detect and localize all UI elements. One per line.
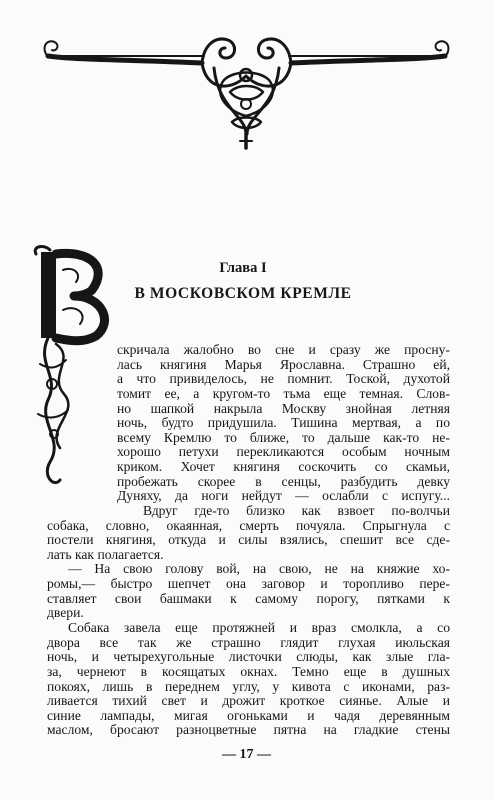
drop-cap-letter: В — [84, 483, 86, 485]
text-line: Дуняху, да ноги нейдут — ослабли с испугу... — [117, 489, 450, 504]
text-line: ставляет свои башмаки к самому порогу, пятками к — [47, 591, 450, 606]
text-line: ливается тихий свет и дрожит кроткое сиянье. Алые и — [47, 694, 450, 709]
text-line: маслом, бросают разноцветные пятна на гладкие стены — [47, 723, 450, 738]
text-line: двери. — [47, 606, 84, 621]
text-line: собака, словно, окаянная, смерть почуяла. Спрыгнула с — [47, 518, 450, 533]
text-line: синие лампады, мигая огоньками и чадя деревянным — [47, 708, 450, 723]
text-line: Собака завела еще протяжней и враз смолкла, а со — [68, 621, 450, 635]
text-line: ночь, будто придушила. Тишина мертвая, а по — [117, 416, 450, 431]
text-line: ромы,— быстро шепчет она заговор и торопливо пере- — [47, 577, 450, 592]
chapter-number: Глава I — [219, 260, 267, 276]
ornamental-headpiece — [34, 30, 459, 155]
text-line: пробежать скорее в сенцы, разбудить девку — [117, 474, 450, 489]
text-line: хорошо петухи перекликаются особым ночным — [117, 445, 450, 460]
text-line: ночь, и четырехугольные листочки слюды, как злые гла- — [47, 650, 450, 665]
chapter-title: В МОСКОВСКОМ КРЕМЛЕ — [134, 285, 352, 302]
text-line: но шапкой накрыла Москву знойная летняя — [117, 401, 450, 416]
text-line: а что привиделось, не помнит. Тоской, духотой — [117, 372, 450, 387]
text-line: Вдруг где-то близко как взвоет по-волчьи — [143, 503, 450, 518]
text-line: — На свою голову вой, на свою, не на княжие хо- — [68, 562, 450, 577]
text-line: лась княгиня Марья Ярославна. Страшно ей, — [117, 357, 450, 372]
text-line: скричала жалобно во сне и сразу же просну- — [117, 343, 450, 357]
text-line: всему Кремлю то ближе, то дальше как-то не- — [117, 430, 450, 445]
text-line: постели княгиня, откуда и силы взялись, спешит все сде- — [47, 533, 450, 548]
page-number: — 17 — — [222, 747, 271, 762]
text-line: двора все так же страшно глядит глухая июльская — [47, 635, 450, 650]
text-line: томит ее, а кругом-то тьма еще темная. Слов- — [117, 386, 450, 401]
text-line: за, чернеют в косящатых окнах. Темно еще в душных — [47, 664, 450, 679]
text-line: покоях, лишь в переднем углу, у кивота с иконами, раз- — [47, 679, 450, 694]
decorated-drop-cap — [30, 244, 112, 492]
text-line: лать как полагается. — [47, 547, 164, 562]
text-line: криком. Хочет княгиня соскочить со скамьи, — [117, 460, 450, 474]
